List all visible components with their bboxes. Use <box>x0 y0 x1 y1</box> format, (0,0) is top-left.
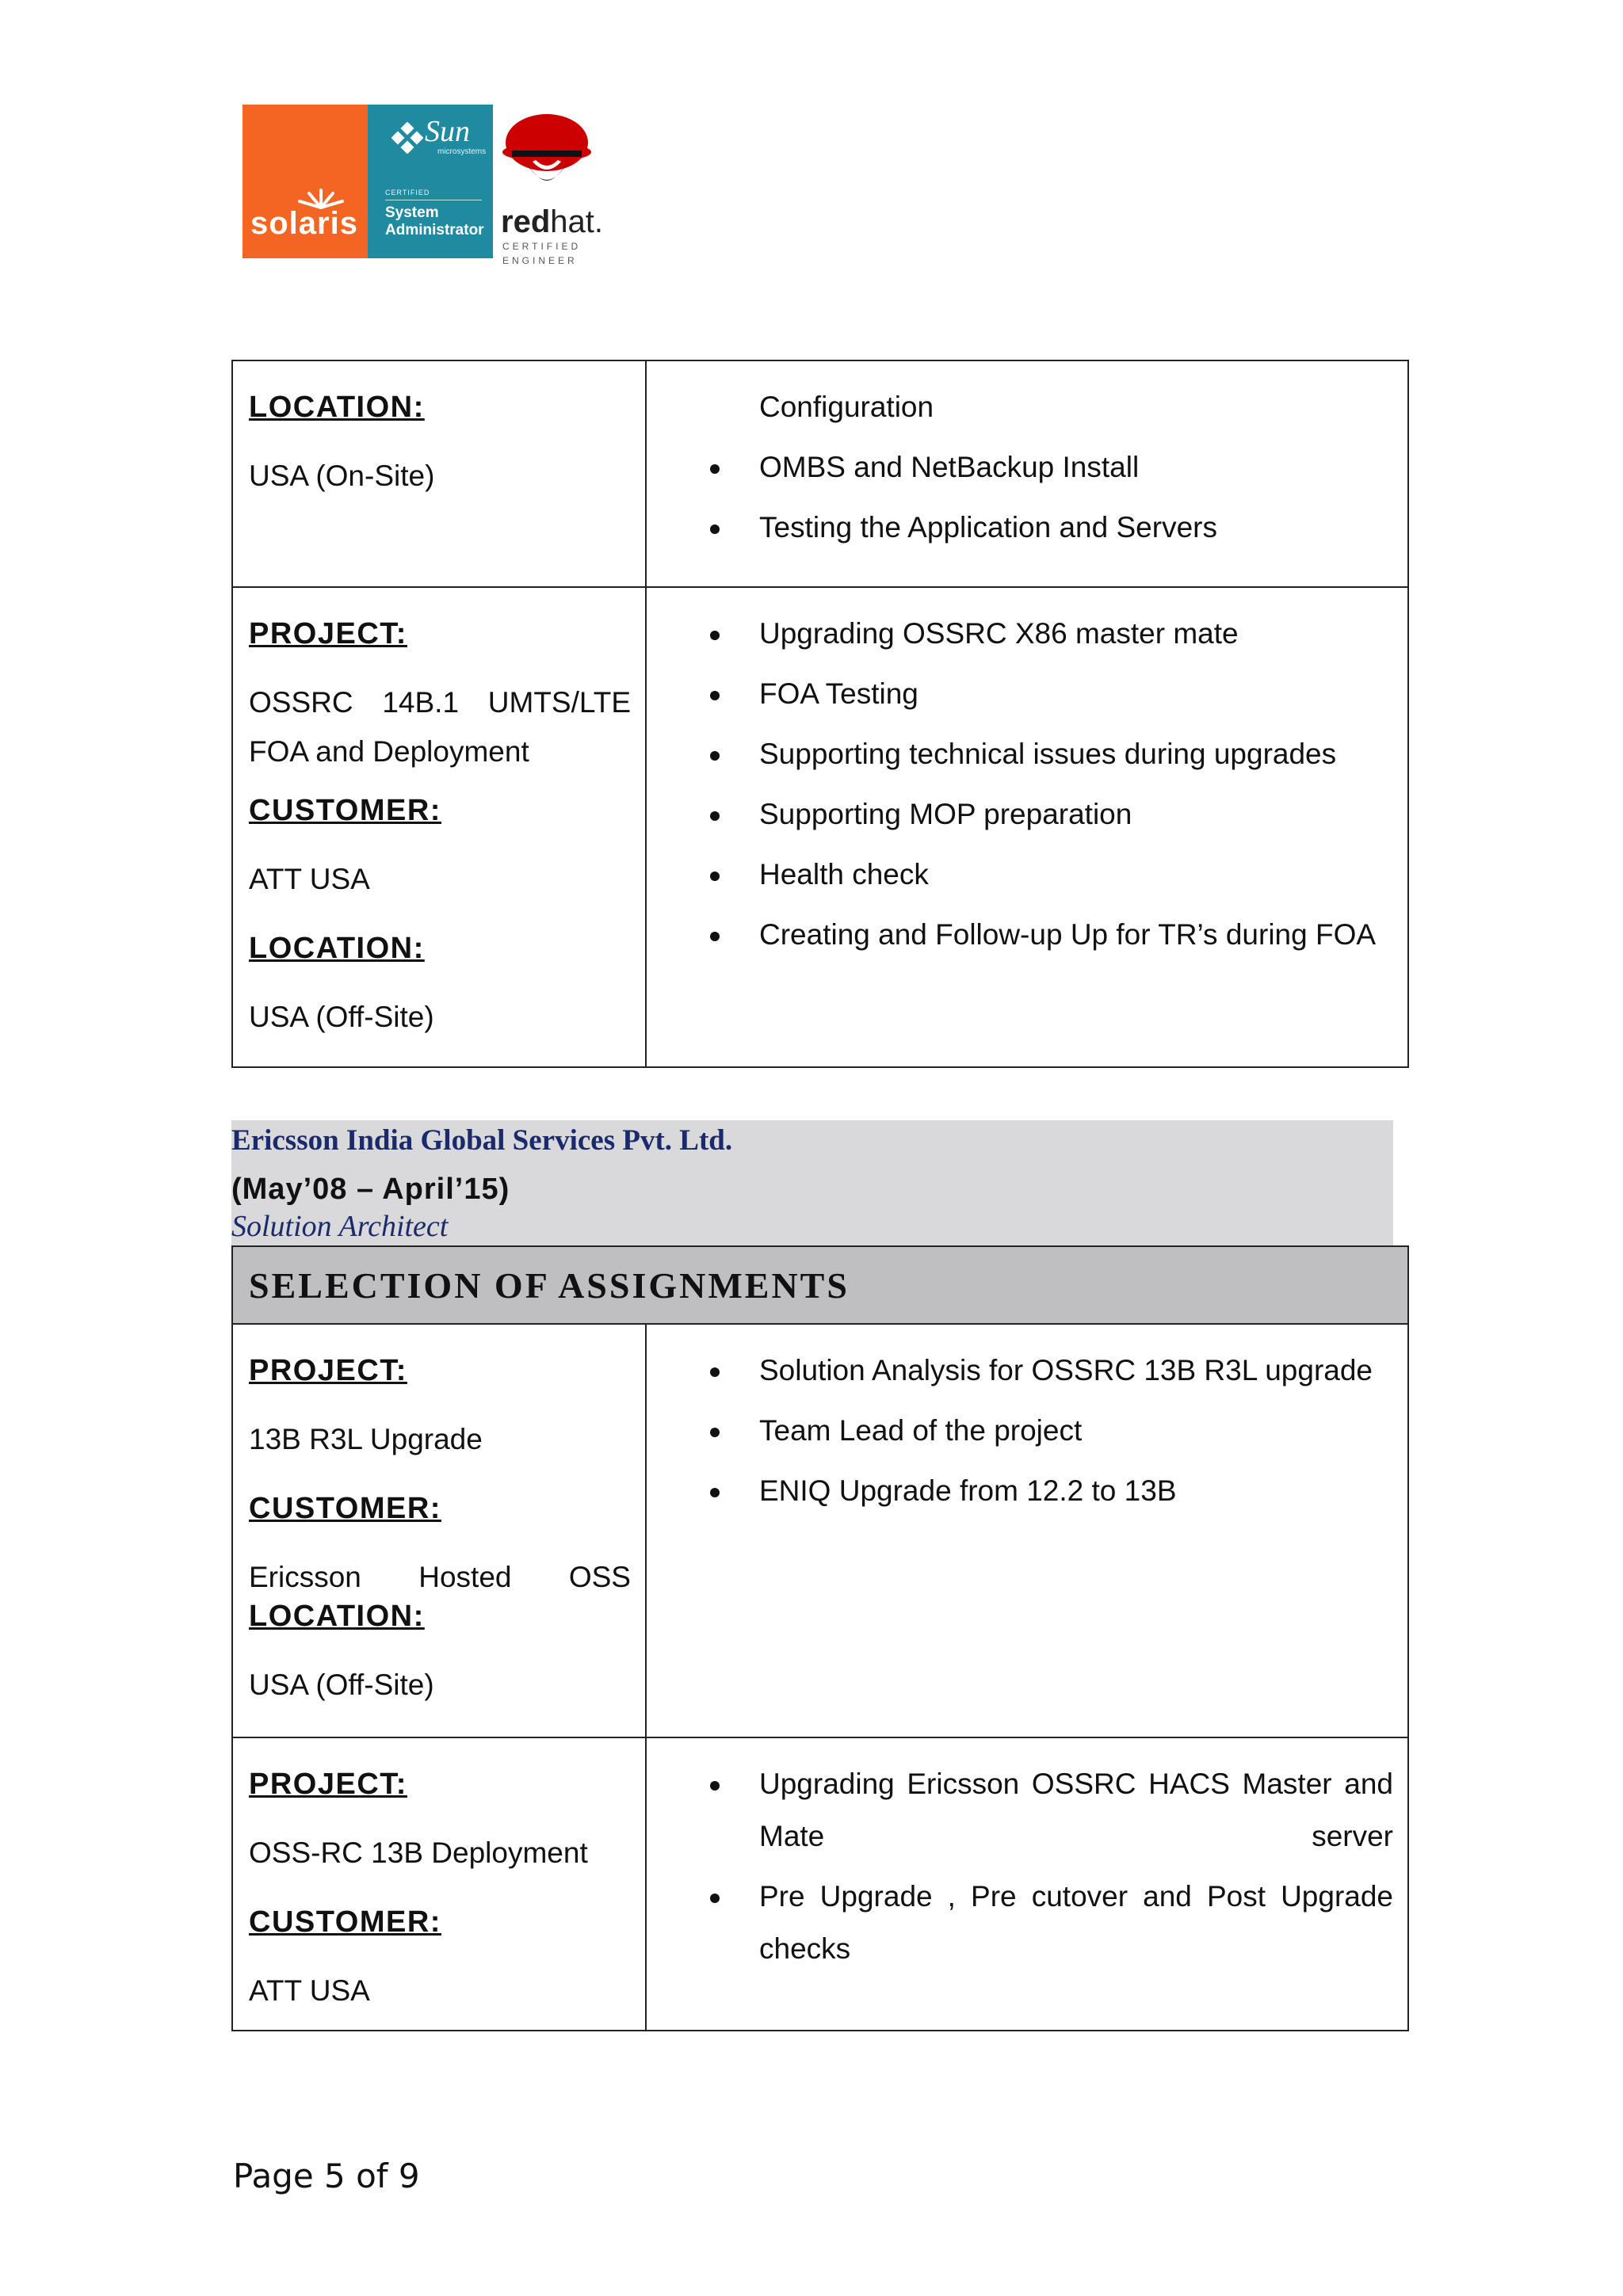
assignment-details-cell <box>233 588 647 1066</box>
bullet-icon <box>710 1367 720 1377</box>
location-value: USA (Off-Site) <box>249 1001 434 1033</box>
task-list <box>647 1758 1393 1975</box>
sun-subtitle: microsystems <box>437 147 487 156</box>
list-item <box>647 1871 1393 1975</box>
redhat-wordmark <box>501 204 603 240</box>
assignment-tasks-cell <box>647 588 1407 1066</box>
bullet-icon <box>710 811 720 821</box>
customer-word: Hosted <box>418 1561 512 1593</box>
selection-of-assignments-table <box>231 1245 1409 2031</box>
redhat-cert-text <box>502 239 581 268</box>
location-label: LOCATION: <box>249 391 425 424</box>
location-value: USA (Off-Site) <box>249 1669 434 1701</box>
list-item <box>647 728 1393 780</box>
list-item <box>647 1344 1393 1397</box>
project-line1 <box>249 677 631 729</box>
employment-dates: (May’08 – April’15) <box>231 1173 510 1206</box>
list-item <box>647 668 1393 720</box>
project-word: UMTS/LTE <box>487 686 631 719</box>
bullet-icon <box>710 1781 720 1791</box>
customer-label: CUSTOMER: <box>249 1492 441 1525</box>
list-item-text: Supporting technical issues during upgrades <box>759 738 1337 770</box>
bullet-icon <box>710 1894 720 1903</box>
bullet-icon <box>710 1428 720 1437</box>
customer-value <box>249 1551 631 1604</box>
customer-word: OSS <box>568 1561 631 1593</box>
list-item-text <box>759 1758 1393 1863</box>
bullet-icon <box>710 524 720 534</box>
table-row <box>233 1323 1407 1737</box>
bullet-icon <box>710 464 720 474</box>
list-item-text: Supporting MOP preparation <box>759 798 1132 830</box>
table-row <box>233 361 1407 586</box>
sunburst-icon <box>293 181 349 209</box>
sun-logo-icon <box>391 122 423 154</box>
project-label: PROJECT: <box>249 617 407 650</box>
redhat-word-light: hat. <box>550 204 603 239</box>
redhat-logo <box>501 105 607 266</box>
assignments-table-continued <box>231 360 1409 1068</box>
table-row <box>233 1737 1407 2030</box>
bullet-icon <box>710 932 720 941</box>
bullet-icon <box>710 631 720 640</box>
list-item <box>647 849 1393 901</box>
assignment-details-cell <box>233 1738 647 2030</box>
table-row <box>233 586 1407 1066</box>
location-label: LOCATION: <box>249 1600 425 1633</box>
solaris-logo <box>242 105 368 258</box>
employer-name: Ericsson India Global Services Pvt. Ltd. <box>231 1124 733 1157</box>
solaris-wordmark: solaris <box>250 206 358 241</box>
customer-value: ATT USA <box>249 863 370 895</box>
list-item <box>647 1465 1393 1517</box>
list-item-text-content: Upgrading Ericsson OSSRC HACS Master and Mate server <box>759 1768 1393 1852</box>
project-word: 14B.1 <box>382 686 460 719</box>
customer-value: ATT USA <box>249 1974 370 2007</box>
cert-title-line1: System <box>385 204 439 221</box>
list-item-text <box>759 1871 1393 1975</box>
list-item <box>647 1758 1393 1863</box>
certification-title <box>385 204 484 239</box>
list-item <box>647 909 1393 961</box>
project-line2: FOA and Deployment <box>249 735 529 768</box>
list-item <box>647 1405 1393 1457</box>
assignment-tasks-cell <box>647 1738 1407 2030</box>
section-heading: SELECTION OF ASSIGNMENTS <box>233 1247 1407 1323</box>
list-item-text: Health check <box>759 858 929 891</box>
list-item-text: Testing the Application and Servers <box>759 511 1217 543</box>
project-value: OSS-RC 13B Deployment <box>249 1836 588 1869</box>
redhat-word-bold: red <box>501 204 551 239</box>
certification-logos <box>242 105 607 266</box>
customer-word: Ericsson <box>249 1561 361 1593</box>
list-item-text: Upgrading OSSRC X86 master mate <box>759 617 1239 650</box>
certified-label: CERTIFIED <box>385 189 430 196</box>
redhat-cert-line2: ENGINEER <box>502 255 578 266</box>
bullet-icon <box>710 751 720 761</box>
bullet-icon <box>710 871 720 881</box>
assignment-details-cell <box>233 1325 647 1737</box>
list-item-text: FOA Testing <box>759 677 918 710</box>
job-role: Solution Architect <box>231 1210 449 1243</box>
cert-title-line2: Administrator <box>385 222 484 238</box>
list-item-text: OMBS and NetBackup Install <box>759 451 1140 483</box>
list-item-text-content: Pre Upgrade , Pre cutover and Post Upgrade checks <box>759 1880 1393 1965</box>
list-item <box>647 608 1393 660</box>
sun-certified-badge <box>368 105 493 258</box>
list-item <box>647 381 1393 433</box>
task-list <box>647 608 1393 961</box>
redhat-shadowman-icon <box>501 105 607 203</box>
list-item-text: Creating and Follow-up Up for TR’s during FOA <box>759 918 1377 951</box>
redhat-cert-line1: CERTIFIED <box>502 241 582 252</box>
list-item-text: ENIQ Upgrade from 12.2 to 13B <box>759 1474 1177 1507</box>
location-value: USA (On-Site) <box>249 460 435 492</box>
project-label: PROJECT: <box>249 1354 407 1387</box>
project-value <box>249 677 631 778</box>
list-item-text: Configuration <box>759 391 934 423</box>
task-list <box>647 381 1393 554</box>
sun-wordmark: Sun <box>425 115 470 148</box>
assignment-details-cell <box>233 361 647 586</box>
list-item-text: Team Lead of the project <box>759 1414 1083 1447</box>
list-item <box>647 788 1393 841</box>
list-item <box>647 502 1393 554</box>
list-item-text: Solution Analysis for OSSRC 13B R3L upgrade <box>759 1354 1373 1386</box>
assignment-tasks-cell <box>647 361 1407 586</box>
project-value: 13B R3L Upgrade <box>249 1423 483 1455</box>
employer-header <box>231 1120 1393 1245</box>
task-list <box>647 1344 1393 1517</box>
bullet-icon <box>710 1488 720 1497</box>
bullet-icon <box>710 691 720 700</box>
customer-label: CUSTOMER: <box>249 1905 441 1939</box>
customer-label: CUSTOMER: <box>249 794 441 827</box>
assignment-tasks-cell <box>647 1325 1407 1737</box>
location-label: LOCATION: <box>249 932 425 965</box>
list-item <box>647 441 1393 494</box>
page-number: Page 5 of 9 <box>233 2157 420 2195</box>
project-word: OSSRC <box>249 686 353 719</box>
project-label: PROJECT: <box>249 1768 407 1801</box>
